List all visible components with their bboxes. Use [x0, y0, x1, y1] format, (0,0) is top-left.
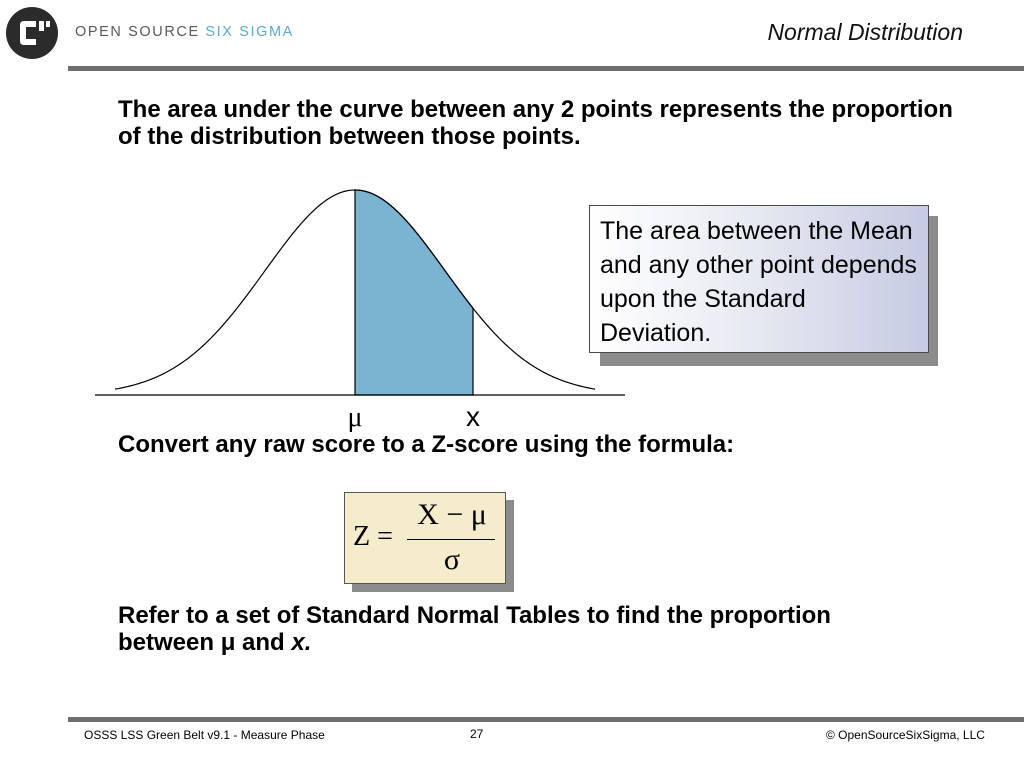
normal-curve-diagram — [90, 180, 630, 435]
fraction-bar — [407, 539, 495, 540]
mean-label: μ — [347, 402, 363, 433]
formula-lhs: Z = — [353, 521, 393, 552]
slide-title: Normal Distribution — [767, 19, 963, 45]
shaded-area — [355, 190, 473, 395]
brand-name: OPEN SOURCE SIX SIGMA — [75, 24, 294, 40]
header-rule — [68, 66, 1024, 71]
intro-text: The area under the curve between any 2 points represents the proportion of the distribution between those points. — [118, 96, 953, 150]
logo — [6, 7, 58, 59]
formula-numerator: X − μ — [417, 498, 487, 531]
page-number: 27 — [470, 727, 484, 741]
refer-text: Refer to a set of Standard Normal Tables to find the proportion between μ and x. — [118, 602, 831, 656]
footer-rule — [68, 717, 1024, 722]
logo-icon — [6, 7, 58, 59]
footer-copyright: © OpenSourceSixSigma, LLC — [826, 728, 985, 742]
x-label: x — [466, 401, 480, 432]
formula-denominator: σ — [443, 543, 461, 576]
footer-course: OSSS LSS Green Belt v9.1 - Measure Phase — [84, 728, 325, 742]
z-score-formula — [344, 492, 506, 584]
convert-text: Convert any raw score to a Z-score using the formula: — [118, 431, 735, 458]
info-box: The area between the Mean and any other point depends upon the Standard Deviation. — [589, 205, 929, 353]
refer-x: x. — [291, 629, 312, 656]
